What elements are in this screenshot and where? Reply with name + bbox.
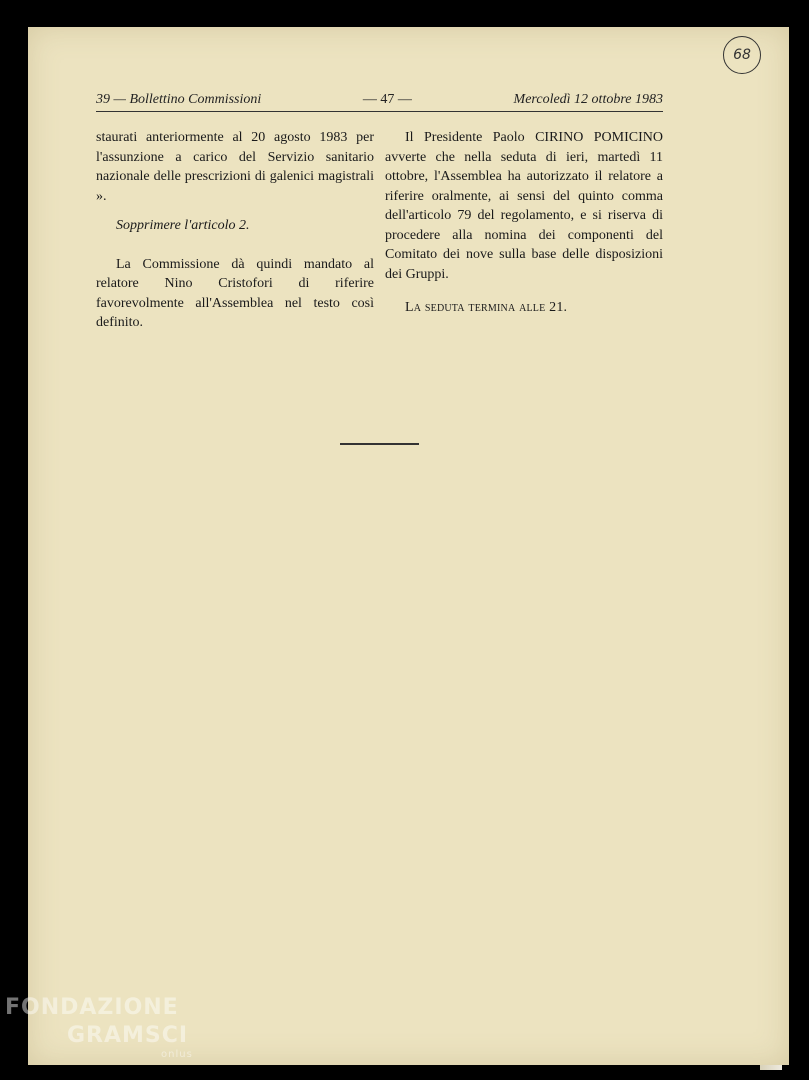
left-column (96, 128, 374, 333)
watermark-logo (5, 994, 193, 1060)
right-paragraph-1: Il Presidente Paolo CIRINO POMICINO avverte che nella seduta di ieri, martedì 11 ottobre, l'Assemblea ha autorizzato il relatore a riferire oralmente, ai sensi del quinto comma dell'articolo 79 del regolamento, e si riserva di procedere alla nomina dei componenti del Comitato dei nove sulla base delle disposizioni dei Gruppi. (385, 130, 663, 282)
right-paragraph-2: La seduta termina alle 21. (405, 300, 568, 315)
page-header (96, 92, 663, 112)
left-paragraph-3: La Commissione dà quindi mandato al relatore Nino Cristofori di riferire favorevolmente all'Assemblea nel testo così definito. (96, 256, 374, 330)
right-column (385, 128, 663, 318)
section-divider (340, 443, 419, 445)
archive-mark: 68 (723, 36, 761, 74)
page-number: — 47 — (362, 92, 412, 107)
watermark-line-2: GRAMSCI (67, 1023, 189, 1048)
header-left: 39 — Bollettino Commissioni (96, 92, 262, 107)
left-paragraph-1: staurati anteriormente al 20 agosto 1983 per l'assunzione a carico del Servizio sanitario nazionale delle prescrizioni di galenici magistrali ». (96, 130, 374, 204)
watermark-line-1: FONDAZIONE (5, 995, 179, 1020)
header-right: Mercoledì 12 ottobre 1983 (513, 92, 663, 107)
watermark-line-3: onlus (161, 1049, 193, 1060)
left-paragraph-2: Sopprimere l'articolo 2. (116, 218, 250, 233)
